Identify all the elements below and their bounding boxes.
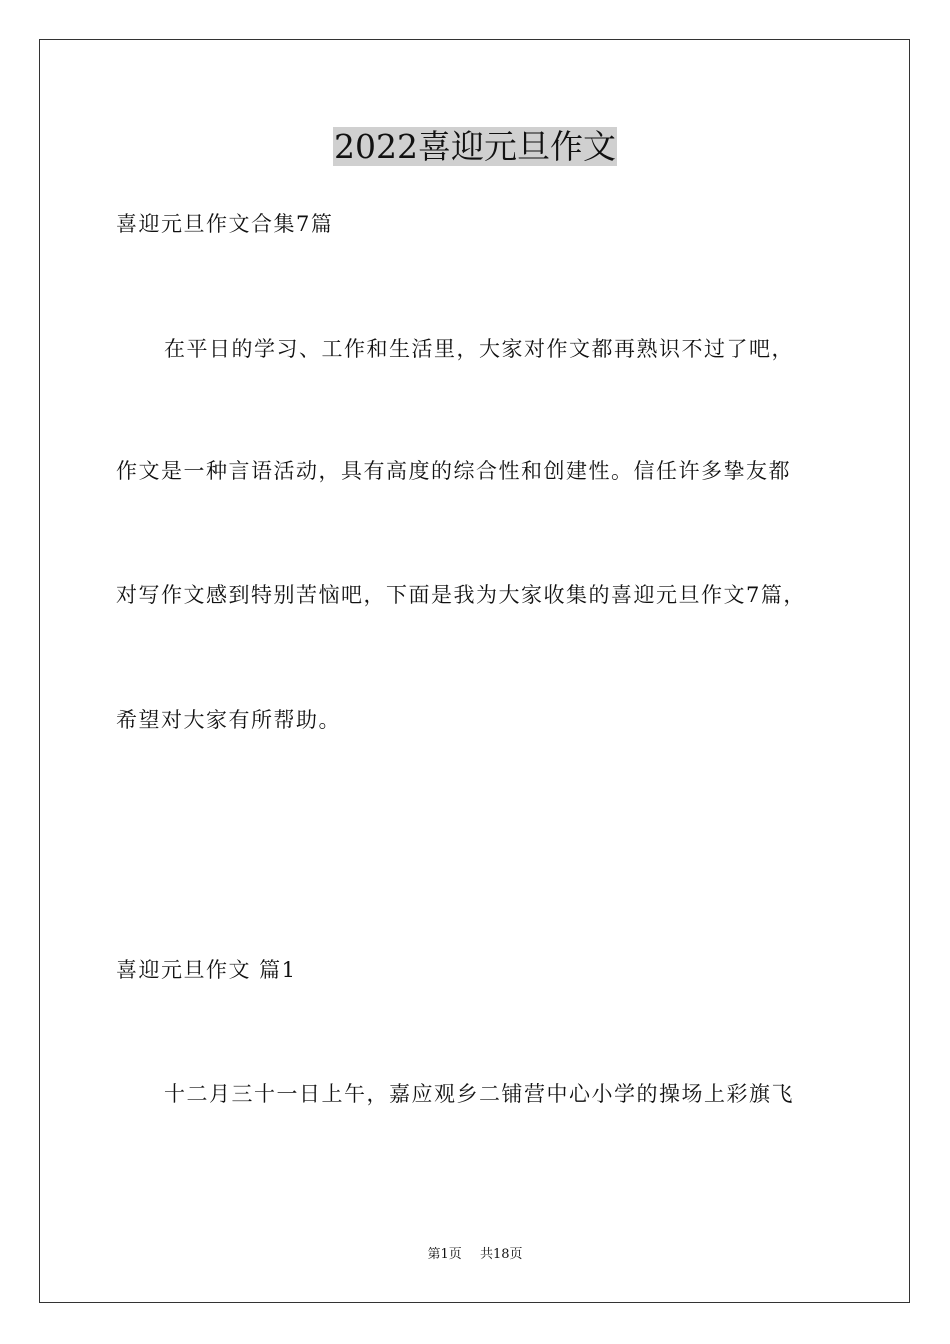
intro-line-1: 在平日的学习、工作和生活里，大家对作文都再熟识不过了吧， bbox=[164, 337, 794, 361]
page-total: 共18页 bbox=[479, 1247, 523, 1262]
page-footer bbox=[0, 1246, 950, 1264]
section-heading: 喜迎元旦作文 篇1 bbox=[116, 958, 297, 982]
section-line-1: 十二月三十一日上午，嘉应观乡二铺营中心小学的操场上彩旗飞 bbox=[164, 1082, 794, 1106]
document-subtitle: 喜迎元旦作文合集7篇 bbox=[116, 212, 334, 236]
intro-line-4: 希望对大家有所帮助。 bbox=[116, 708, 341, 732]
document-title bbox=[0, 124, 950, 170]
intro-line-3: 对写作文感到特别苦恼吧，下面是我为大家收集的喜迎元旦作文7篇， bbox=[116, 583, 806, 607]
title-text: 2022喜迎元旦作文 bbox=[334, 127, 616, 166]
page-number: 第1页 bbox=[427, 1247, 462, 1262]
intro-line-2: 作文是一种言语活动，具有高度的综合性和创建性。信任许多挚友都 bbox=[116, 459, 791, 483]
